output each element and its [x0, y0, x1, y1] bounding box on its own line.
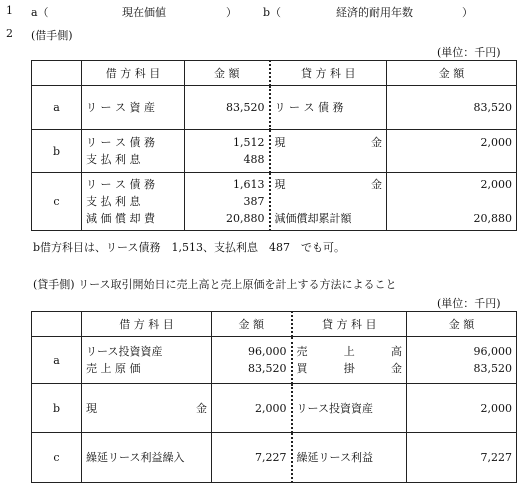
- table-row: [32, 86, 517, 130]
- debit-account: リ ー ス 資 産: [82, 86, 185, 130]
- debit-amount: 7,227: [212, 433, 292, 483]
- header-amount: 金 額: [212, 312, 292, 337]
- table-row: [32, 337, 517, 384]
- q3-journal-table: [31, 311, 517, 483]
- debit-amount: 2,000: [212, 384, 292, 433]
- header-debit: 借 方 科 目: [82, 61, 185, 86]
- q1-a-label: a（: [31, 6, 49, 19]
- table-row: [32, 173, 517, 231]
- credit-amount: 2,000: [407, 384, 517, 433]
- debit-amount: 1,613 387 20,880: [185, 173, 270, 231]
- q1-a-close: ）: [226, 6, 237, 19]
- debit-account: 現 金: [82, 384, 212, 433]
- q1-a-answer: 現在価値: [122, 6, 166, 19]
- row-key: b: [32, 130, 82, 173]
- credit-amount: 96,000 83,520: [407, 337, 517, 384]
- header-debit: 借 方 科 目: [82, 312, 212, 337]
- row-key: c: [32, 433, 82, 483]
- table-header-row: [32, 312, 517, 337]
- debit-account: リ ー ス 債 務 支 払 利 息: [82, 130, 185, 173]
- q2-journal-table: [31, 60, 517, 231]
- credit-amount: 2,000: [387, 130, 517, 173]
- q1-b-close: ）: [462, 6, 473, 19]
- debit-amount: 96,000 83,520: [212, 337, 292, 384]
- header-amount-2: 金 額: [407, 312, 517, 337]
- credit-amount: 2,000 20,880: [387, 173, 517, 231]
- credit-amount: 7,227: [407, 433, 517, 483]
- credit-account: 売 上 高 買 掛 金: [292, 337, 407, 384]
- row-key: c: [32, 173, 82, 231]
- row-key: a: [32, 86, 82, 130]
- table-row: [32, 384, 517, 433]
- row-key: a: [32, 337, 82, 384]
- table-header-row: [32, 61, 517, 86]
- row-key: b: [32, 384, 82, 433]
- debit-account: リ ー ス 債 務 支 払 利 息 減 価 償 却 費: [82, 173, 185, 231]
- q1-b-label: b（: [263, 6, 282, 19]
- question-1-number: 1: [6, 4, 13, 17]
- credit-account: 現 金: [270, 130, 387, 173]
- header-amount: 金 額: [185, 61, 270, 86]
- credit-account: 現 金 減価償却累計額: [270, 173, 387, 231]
- header-key: [32, 312, 82, 337]
- credit-account: リース投資資産: [292, 384, 407, 433]
- table-row: [32, 433, 517, 483]
- q3-unit: (単位：千円): [437, 297, 501, 310]
- header-credit: 貸 方 科 目: [270, 61, 387, 86]
- header-key: [32, 61, 82, 86]
- q1-b-answer: 経済的耐用年数: [336, 6, 413, 19]
- debit-account: リース投資資産 売 上 原 価: [82, 337, 212, 384]
- header-amount-2: 金 額: [387, 61, 517, 86]
- credit-amount: 83,520: [387, 86, 517, 130]
- header-credit: 貸 方 科 目: [292, 312, 407, 337]
- debit-amount: 83,520: [185, 86, 270, 130]
- debit-account: 繰延リース利益繰入: [82, 433, 212, 483]
- table-row: [32, 130, 517, 173]
- q2-unit: (単位：千円): [437, 46, 501, 59]
- credit-account: リ ー ス 債 務: [270, 86, 387, 130]
- q2-note: b借方科目は、リース債務 1,513、支払利息 487 でも可。: [33, 241, 345, 254]
- credit-account: 繰延リース利益: [292, 433, 407, 483]
- question-2-number: 2: [6, 27, 13, 40]
- debit-amount: 1,512 488: [185, 130, 270, 173]
- q2-heading: (借手側): [31, 29, 73, 42]
- q3-heading: (貸手側) リース取引開始日に売上高と売上原価を計上する方法によること: [33, 278, 397, 291]
